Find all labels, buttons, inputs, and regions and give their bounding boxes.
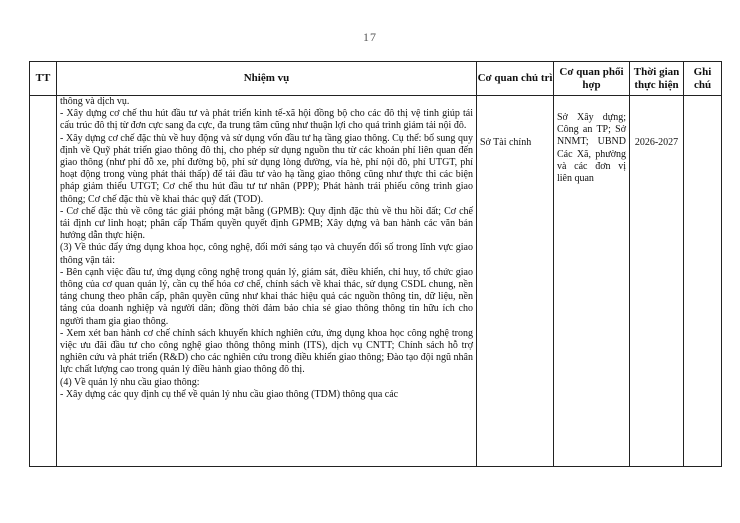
task-line: thông và dịch vụ. (60, 96, 130, 107)
task-table (29, 61, 722, 467)
task-line: - Xây dựng cơ chế thu hút đầu tư và phát triển kinh tế-xã hội đồng bộ cho các đô thị vệ tinh giúp tái cấu trúc đô thị từ đơn cực sang đa cực, đa trung tâm cũng như thuận lợi cho quá trình giảm tải nội đô. (60, 108, 473, 132)
header-coop-agency: Cơ quan phối hợp (554, 62, 630, 96)
cell-tt (30, 96, 57, 467)
header-note: Ghi chú (684, 62, 722, 96)
task-line: (4) Về quản lý nhu cầu giao thông: (60, 376, 200, 388)
header-task: Nhiệm vụ (57, 62, 477, 96)
cell-tasks (57, 96, 477, 467)
cell-lead-agency: Sở Tài chính (477, 96, 554, 467)
task-line: (3) Về thúc đẩy ứng dụng khoa học, công nghệ, đổi mới sáng tạo và chuyển đổi số trong lĩnh vực giao thông vận tải: (60, 242, 473, 266)
table-header-row (30, 62, 722, 96)
cell-time: 2026-2027 (630, 96, 684, 467)
task-line: - Cơ chế đặc thù về công tác giải phóng mặt bằng (GPMB): Quy định đặc thù về thu hồi đất; Cơ chế tái định cư linh hoạt; phân cấp Thẩm quyền quyết định GPMB; Xây dựng và ban hành các văn bản hướng dẫn thực hiện. (60, 205, 473, 242)
task-line: - Bên cạnh việc đầu tư, ứng dụng công nghệ trong quản lý, giám sát, điều khiển, chỉ huy, tổ chức giao thông của cơ quan quản lý, cần cụ thể hóa cơ chế, chính sách về khai thác, sử dụng CSDL chung, nền tảng chung theo phân cấp, phân quyền cũng như khai thác hiệu quả các nguồn thông tin, dữ liệu, nền tảng của doanh nghiệp và người dân; đồng thời đảm bảo chia sẻ giao thông thông tin hữu ích cho người tham gia giao thông. (60, 266, 473, 327)
task-line: - Xem xét ban hành cơ chế chính sách khuyến khích nghiên cứu, ứng dụng khoa học công nghệ trong việc ưu đãi đầu tư cho công nghệ giao thông thông minh (ITS), dịch vụ CNTT; Chính sách hỗ trợ nghiên cứu và phát triển (R&D) cho các nghiên cứu trong điều khiển giao thông; Đào tạo đội ngũ nhân lực chất lượng cao trong quản lý điều hành giao thông đô thị. (60, 327, 473, 376)
task-line: - Xây dựng cơ chế đặc thù về huy động và sử dụng vốn đầu tư hạ tầng giao thông. Cụ thể: bổ sung quy định về Quỹ phát triển giao thông đô thị, cho phép sử dụng nguồn thu từ các khoản phí liên quan đến giao thông (như phí đỗ xe, phí đường bộ, phí sử dụng lòng đường, vỉa hè, phí nội đô, phí UTGT, phí hoạt động trong vùng phát thải thấp) để tái đầu tư vào hạ tầng giao thông cũng như thực thi các biện pháp giảm thiểu UTGT; Cơ chế thu hút đầu tư tư nhân (PPP); Phát hành trái phiếu công trình giao thông; Cơ chế đặc thù về khai thác quỹ đất (TOD). (60, 132, 473, 205)
task-line: - Xây dựng các quy định cụ thể về quản lý nhu cầu giao thông (TDM) thông qua các (60, 388, 399, 400)
header-time: Thời gian thực hiện (630, 62, 684, 96)
header-lead-agency: Cơ quan chủ trì (477, 62, 554, 96)
header-tt: TT (30, 62, 57, 96)
table-row (30, 96, 722, 467)
cell-coop-agency: Sở Xây dựng; Công an TP; Sở NNMT; UBND Các Xã, phường và các đơn vị liên quan (554, 96, 630, 467)
page-number: 17 (363, 30, 377, 44)
cell-note (684, 96, 722, 467)
